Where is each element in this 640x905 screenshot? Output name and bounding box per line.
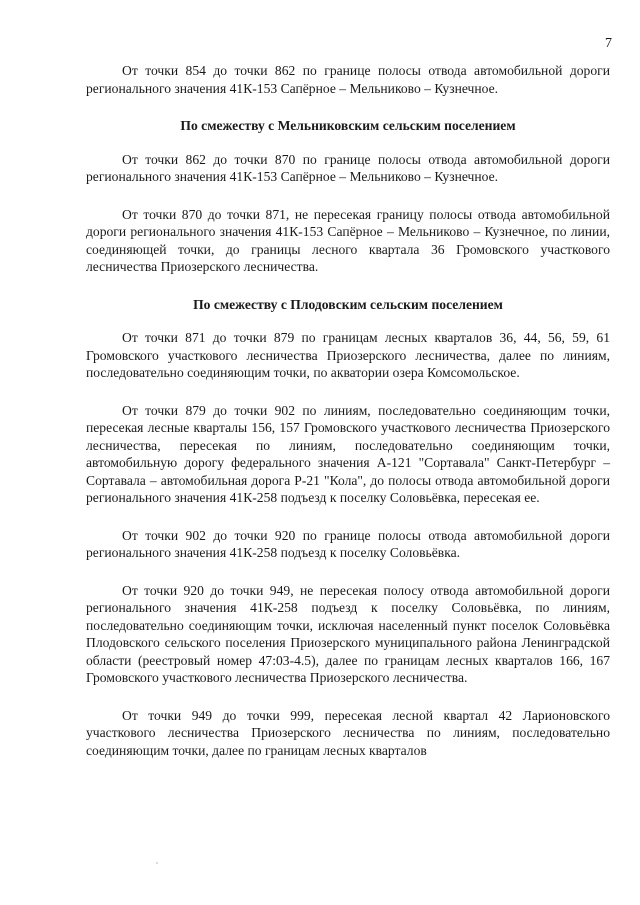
paragraph-902-920: От точки 902 до точки 920 по границе полосы отвода автомобильной дороги регионального значения 41К-258 подъезд к поселку Соловьёвка. (86, 527, 610, 560)
paragraph-862-870: От точки 862 до точки 870 по границе полосы отвода автомобильной дороги регионального значения 41К-153 Сапёрное – Мельниково – Кузнечное. (86, 151, 610, 184)
paragraph-920-949: От точки 920 до точки 949, не пересекая полосу отвода автомобильной дороги регионального значения 41К-258 подъезд к поселку Соловьёвка, по линиям, последовательно соединяющим точки, исключая населенный пункт поселок Соловьёвка Плодовского сельского поселения Приозерского муниципального района Ленинградской области (реестровый номер 47:03-4.5), далее по границам лесных кварталов 166, 167 Громовского участкового лесничества Приозерского лесничества. (86, 582, 610, 685)
heading-melnikovskoe-border: По смежеству с Мельниковским сельским поселением (180, 118, 516, 133)
document-body (86, 62, 610, 779)
paragraph-879-902: От точки 879 до точки 902 по линиям, последовательно соединяющим точки, пересекая лесные кварталы 156, 157 Громовского участкового лесничества Приозерского лесничества, пересекая по линиям, последовательно соединяющим точки, автомобильную дорогу федерального значения А-121 "Сортавала" Санкт-Петербург – Сортавала – автомобильная дорога Р-21 "Кола", до полосы отвода автомобильной дороги регионального значения 41К-258 подъезд к поселку Соловьёвка, пересекая ее. (86, 402, 610, 505)
page-number: 7 (605, 36, 612, 51)
paragraph-949-999: От точки 949 до точки 999, пересекая лесной квартал 42 Ларионовского участкового лесничества Приозерского лесничества по линиям, последовательно соединяющим точки, далее по границам лесных кварталов (86, 707, 610, 758)
paragraph-854-862: От точки 854 до точки 862 по границе полосы отвода автомобильной дороги регионального значения 41К-153 Сапёрное – Мельниково – Кузнечное. (86, 63, 610, 96)
heading-plodovskoe-border: По смежеству с Плодовским сельским поселением (193, 296, 503, 312)
paragraph-871-879: От точки 871 до точки 879 по границам лесных кварталов 36, 44, 56, 59, 61 Громовского участкового лесничества Приозерского лесничества, далее по линиям, последовательно соединяющим точки, по акватории озера Комсомольское. (86, 330, 610, 380)
scan-speck (156, 862, 158, 864)
paragraph-870-871: От точки 870 до точки 871, не пересекая границу полосы отвода автомобильной дороги регионального значения 41К-153 Сапёрное – Мельниково – Кузнечное, по линии, соединяющей точки, до границы лесного квартала 36 Громовского участкового лесничества Приозерского лесничества. (86, 206, 610, 274)
